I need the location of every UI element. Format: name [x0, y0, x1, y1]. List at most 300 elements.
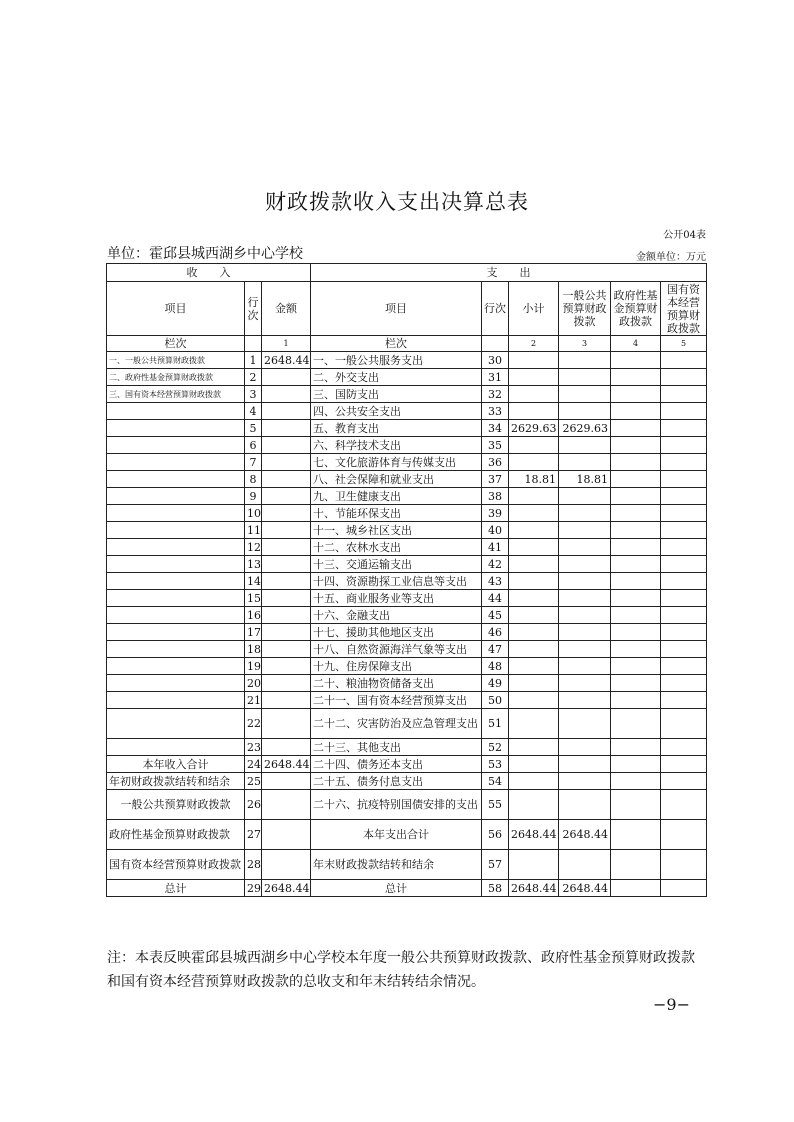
gov-fund-cell	[611, 505, 661, 522]
state-capital-cell	[661, 556, 707, 573]
expense-row-no-cell: 37	[482, 471, 509, 488]
income-amount-cell	[262, 505, 311, 522]
income-row-no-cell: 22	[245, 709, 262, 739]
table-row	[107, 820, 707, 850]
gov-fund-cell	[611, 850, 661, 880]
income-row-no-cell: 7	[245, 454, 262, 471]
income-item-cell	[107, 437, 245, 454]
col-3: 3	[559, 336, 611, 352]
expense-row-no-cell: 57	[482, 850, 509, 880]
table-row	[107, 641, 707, 658]
expense-header: 支 出	[311, 264, 707, 282]
income-item-cell	[107, 539, 245, 556]
general-budget-cell	[559, 556, 611, 573]
general-budget-cell	[559, 488, 611, 505]
income-amount-cell: 2648.44	[262, 756, 311, 773]
expense-item-cell: 十七、援助其他地区支出	[311, 624, 482, 641]
table-row	[107, 505, 707, 522]
income-item-cell: 二、政府性基金预算财政拨款	[107, 369, 245, 386]
state-capital-cell	[661, 624, 707, 641]
income-item-cell	[107, 454, 245, 471]
table-row	[107, 590, 707, 607]
subtotal-cell	[509, 488, 559, 505]
income-row-no-cell: 12	[245, 539, 262, 556]
subtotal-cell	[509, 607, 559, 624]
income-item-cell	[107, 556, 245, 573]
table-row	[107, 352, 707, 369]
table-row	[107, 522, 707, 539]
income-amount-cell	[262, 607, 311, 624]
expense-row-no-cell: 35	[482, 437, 509, 454]
expense-row-no-cell: 48	[482, 658, 509, 675]
state-capital-cell	[661, 437, 707, 454]
state-capital-cell	[661, 352, 707, 369]
state-capital-cell	[661, 880, 707, 897]
income-row-no-cell: 14	[245, 573, 262, 590]
fiscal-appropriation-table	[106, 263, 707, 897]
state-capital-cell	[661, 773, 707, 790]
general-budget-cell	[559, 352, 611, 369]
expense-item-cell: 二十五、债务付息支出	[311, 773, 482, 790]
gov-fund-cell	[611, 607, 661, 624]
income-row-no-cell: 17	[245, 624, 262, 641]
income-row-no-cell: 13	[245, 556, 262, 573]
state-capital-cell	[661, 590, 707, 607]
table-row	[107, 403, 707, 420]
gov-fund-cell	[611, 420, 661, 437]
income-amount-cell	[262, 454, 311, 471]
subtotal-cell	[509, 386, 559, 403]
expense-item-cell: 十、节能环保支出	[311, 505, 482, 522]
income-row-no-cell: 18	[245, 641, 262, 658]
table-row	[107, 675, 707, 692]
subtotal-cell	[509, 739, 559, 756]
expense-item-cell: 十二、农林水支出	[311, 539, 482, 556]
income-row-no-cell: 5	[245, 420, 262, 437]
income-amount-cell	[262, 820, 311, 850]
money-unit: 金额单位：万元	[636, 252, 706, 263]
expense-item-cell: 二十一、国有资本经营预算支出	[311, 692, 482, 709]
income-amount-cell	[262, 420, 311, 437]
col-2: 2	[509, 336, 559, 352]
expense-row-no-cell: 31	[482, 369, 509, 386]
state-capital-cell	[661, 420, 707, 437]
income-row-no-cell: 21	[245, 692, 262, 709]
state-capital-cell	[661, 790, 707, 820]
subtotal-cell: 2629.63	[509, 420, 559, 437]
income-item-cell	[107, 522, 245, 539]
income-amount-cell	[262, 739, 311, 756]
col-1: 1	[262, 336, 311, 352]
expense-row-no-cell: 47	[482, 641, 509, 658]
table-row	[107, 386, 707, 403]
subtotal-cell	[509, 437, 559, 454]
income-amount-cell: 2648.44	[262, 880, 311, 897]
expense-row-no-cell: 44	[482, 590, 509, 607]
income-item-cell	[107, 590, 245, 607]
subtotal-cell	[509, 641, 559, 658]
general-budget-cell	[559, 692, 611, 709]
income-row-no-cell: 26	[245, 790, 262, 820]
income-item-cell	[107, 505, 245, 522]
table-row	[107, 773, 707, 790]
general-budget-cell	[559, 505, 611, 522]
expense-row-no-cell: 50	[482, 692, 509, 709]
gov-fund-cell	[611, 539, 661, 556]
general-budget-cell	[559, 369, 611, 386]
expense-item-cell: 二、外交支出	[311, 369, 482, 386]
general-budget-cell	[559, 454, 611, 471]
gov-fund-cell	[611, 437, 661, 454]
expense-row-no-cell: 46	[482, 624, 509, 641]
col-4: 4	[611, 336, 661, 352]
income-row-no-cell: 20	[245, 675, 262, 692]
state-capital-cell	[661, 850, 707, 880]
income-item-cell: 年初财政拨款结转和结余	[107, 773, 245, 790]
income-row-no-cell: 9	[245, 488, 262, 505]
table-row	[107, 709, 707, 739]
gov-fund-cell	[611, 573, 661, 590]
gov-fund-cell	[611, 820, 661, 850]
subtotal-cell: 2648.44	[509, 820, 559, 850]
gov-fund-cell	[611, 386, 661, 403]
expense-col-label: 栏次	[311, 336, 482, 352]
state-capital-cell	[661, 641, 707, 658]
gov-fund-cell	[611, 641, 661, 658]
income-amount-cell	[262, 488, 311, 505]
expense-row-no-cell: 43	[482, 573, 509, 590]
subtotal-cell	[509, 454, 559, 471]
subtotal-cell	[509, 403, 559, 420]
subtotal-cell	[509, 624, 559, 641]
expense-row-no-cell: 56	[482, 820, 509, 850]
gov-fund-cell	[611, 488, 661, 505]
table-row	[107, 437, 707, 454]
income-item-cell	[107, 692, 245, 709]
income-amount-cell	[262, 790, 311, 820]
income-amount-cell	[262, 675, 311, 692]
income-row-no-cell: 3	[245, 386, 262, 403]
income-amount-cell: 2648.44	[262, 352, 311, 369]
expense-item-cell: 二十六、抗疫特别国债安排的支出	[311, 790, 482, 820]
income-item-cell: 三、国有资本经营预算财政拨款	[107, 386, 245, 403]
table-row	[107, 556, 707, 573]
gov-fund-cell	[611, 790, 661, 820]
table-row	[107, 624, 707, 641]
table-row	[107, 488, 707, 505]
income-item-cell	[107, 739, 245, 756]
general-budget-cell	[559, 850, 611, 880]
state-capital-cell	[661, 386, 707, 403]
income-amount-cell	[262, 539, 311, 556]
expense-item-cell: 十一、城乡社区支出	[311, 522, 482, 539]
table-row	[107, 573, 707, 590]
subtotal-cell	[509, 773, 559, 790]
expense-row-no-cell: 55	[482, 790, 509, 820]
expense-row-no-cell: 54	[482, 773, 509, 790]
general-budget-cell	[559, 607, 611, 624]
income-amount-cell	[262, 590, 311, 607]
expense-item-cell: 十八、自然资源海洋气象等支出	[311, 641, 482, 658]
income-row-no-cell: 23	[245, 739, 262, 756]
income-row-no-cell: 16	[245, 607, 262, 624]
income-item-cell	[107, 488, 245, 505]
subtotal-cell	[509, 505, 559, 522]
income-row-no-cell: 28	[245, 850, 262, 880]
expense-item-cell: 八、社会保障和就业支出	[311, 471, 482, 488]
gov-fund-cell	[611, 522, 661, 539]
income-amount-cell	[262, 369, 311, 386]
income-item-cell	[107, 471, 245, 488]
income-row-no-cell: 29	[245, 880, 262, 897]
income-row-no-cell: 6	[245, 437, 262, 454]
gov-fund-cell	[611, 773, 661, 790]
subtotal-cell	[509, 756, 559, 773]
income-row-no-cell: 27	[245, 820, 262, 850]
table-row	[107, 692, 707, 709]
gov-fund-cell	[611, 692, 661, 709]
income-item-cell	[107, 607, 245, 624]
expense-item-cell: 本年支出合计	[311, 820, 482, 850]
gov-fund-cell	[611, 880, 661, 897]
gov-fund-cell	[611, 352, 661, 369]
income-amount-cell	[262, 624, 311, 641]
gov-fund-header: 政府性基金预算财政拨款	[611, 282, 661, 336]
empty-cell	[245, 336, 262, 352]
general-budget-cell	[559, 539, 611, 556]
gov-fund-cell	[611, 590, 661, 607]
expense-row-no-cell: 41	[482, 539, 509, 556]
subtotal-cell	[509, 850, 559, 880]
general-budget-cell	[559, 658, 611, 675]
table-note: 注：本表反映霍邱县城西湖乡中心学校本年度一般公共预算财政拨款、政府性基金预算财政拨款和国有资本经营预算财政拨款的总收支和年末结转结余情况。	[107, 950, 695, 990]
state-capital-cell	[661, 505, 707, 522]
income-amount-header: 金额	[262, 282, 311, 336]
general-budget-cell	[559, 675, 611, 692]
state-capital-cell	[661, 539, 707, 556]
gov-fund-cell	[611, 624, 661, 641]
state-capital-cell	[661, 403, 707, 420]
table-row	[107, 880, 707, 897]
table-row	[107, 454, 707, 471]
income-row-no-cell: 4	[245, 403, 262, 420]
income-row-no-cell: 1	[245, 352, 262, 369]
subtotal-cell	[509, 692, 559, 709]
unit-name: 单位：霍邱县城西湖乡中心学校	[107, 246, 303, 262]
general-budget-cell: 2648.44	[559, 880, 611, 897]
state-capital-cell	[661, 471, 707, 488]
table-row	[107, 850, 707, 880]
state-capital-cell	[661, 522, 707, 539]
income-amount-cell	[262, 692, 311, 709]
table-row	[107, 739, 707, 756]
income-col-label: 栏次	[107, 336, 245, 352]
expense-row-no-cell: 32	[482, 386, 509, 403]
income-item-cell	[107, 675, 245, 692]
expense-item-cell: 年末财政拨款结转和结余	[311, 850, 482, 880]
expense-item-cell: 七、文化旅游体育与传媒支出	[311, 454, 482, 471]
income-row-no-cell: 15	[245, 590, 262, 607]
table-row	[107, 471, 707, 488]
gov-fund-cell	[611, 709, 661, 739]
table-row	[107, 369, 707, 386]
income-amount-cell	[262, 437, 311, 454]
general-budget-cell	[559, 590, 611, 607]
expense-row-no-cell: 53	[482, 756, 509, 773]
gov-fund-cell	[611, 756, 661, 773]
col-5: 5	[661, 336, 707, 352]
expense-item-cell: 二十、粮油物资储备支出	[311, 675, 482, 692]
expense-row-no-cell: 52	[482, 739, 509, 756]
income-row-no-cell: 10	[245, 505, 262, 522]
subtotal-cell	[509, 590, 559, 607]
income-amount-cell	[262, 471, 311, 488]
income-row-no-cell: 11	[245, 522, 262, 539]
income-item-cell	[107, 658, 245, 675]
gov-fund-cell	[611, 675, 661, 692]
table-row	[107, 539, 707, 556]
expense-row-no-cell: 30	[482, 352, 509, 369]
state-capital-cell	[661, 454, 707, 471]
general-budget-cell	[559, 624, 611, 641]
general-budget-cell	[559, 573, 611, 590]
table-row	[107, 756, 707, 773]
state-capital-cell	[661, 488, 707, 505]
subtotal-cell	[509, 522, 559, 539]
income-row-no-header: 行次	[245, 282, 262, 336]
state-capital-cell	[661, 692, 707, 709]
page-number: −9−	[653, 995, 690, 1014]
gov-fund-cell	[611, 739, 661, 756]
state-capital-header: 国有资本经营预算财政拨款	[661, 282, 707, 336]
income-amount-cell	[262, 386, 311, 403]
income-item-cell	[107, 624, 245, 641]
general-budget-cell	[559, 641, 611, 658]
income-amount-cell	[262, 773, 311, 790]
expense-row-no-cell: 33	[482, 403, 509, 420]
expense-item-cell: 二十四、债务还本支出	[311, 756, 482, 773]
page-title: 财政拨款收入支出决算总表	[265, 190, 529, 214]
income-row-no-cell: 24	[245, 756, 262, 773]
expense-row-no-cell: 58	[482, 880, 509, 897]
income-header: 收 入	[107, 264, 311, 282]
income-item-cell	[107, 403, 245, 420]
income-item-cell	[107, 420, 245, 437]
general-budget-cell: 18.81	[559, 471, 611, 488]
income-amount-cell	[262, 522, 311, 539]
income-item-cell: 本年收入合计	[107, 756, 245, 773]
income-amount-cell	[262, 641, 311, 658]
income-amount-cell	[262, 403, 311, 420]
income-amount-cell	[262, 850, 311, 880]
subtotal-cell: 18.81	[509, 471, 559, 488]
income-amount-cell	[262, 709, 311, 739]
general-budget-cell	[559, 386, 611, 403]
income-item-cell: 一、一般公共预算财政拨款	[107, 352, 245, 369]
gov-fund-cell	[611, 556, 661, 573]
expense-row-no-header: 行次	[482, 282, 509, 336]
income-item-cell	[107, 709, 245, 739]
income-item-header: 项目	[107, 282, 245, 336]
subtotal-cell	[509, 369, 559, 386]
state-capital-cell	[661, 820, 707, 850]
general-budget-cell	[559, 709, 611, 739]
expense-item-cell: 四、公共安全支出	[311, 403, 482, 420]
state-capital-cell	[661, 607, 707, 624]
general-budget-cell	[559, 403, 611, 420]
subtotal-cell	[509, 352, 559, 369]
expense-item-header: 项目	[311, 282, 482, 336]
general-budget-header: 一般公共预算财政拨款	[559, 282, 611, 336]
general-budget-cell	[559, 773, 611, 790]
expense-row-no-cell: 39	[482, 505, 509, 522]
expense-item-cell: 三、国防支出	[311, 386, 482, 403]
income-row-no-cell: 8	[245, 471, 262, 488]
expense-row-no-cell: 49	[482, 675, 509, 692]
empty-cell	[482, 336, 509, 352]
subtotal-cell	[509, 658, 559, 675]
subtotal-cell	[509, 790, 559, 820]
gov-fund-cell	[611, 658, 661, 675]
income-item-cell: 国有资本经营预算财政拨款	[107, 850, 245, 880]
income-item-cell: 政府性基金预算财政拨款	[107, 820, 245, 850]
state-capital-cell	[661, 709, 707, 739]
expense-item-cell: 十三、交通运输支出	[311, 556, 482, 573]
expense-item-cell: 五、教育支出	[311, 420, 482, 437]
gov-fund-cell	[611, 369, 661, 386]
expense-item-cell: 二十三、其他支出	[311, 739, 482, 756]
expense-item-cell: 十九、住房保障支出	[311, 658, 482, 675]
table-row	[107, 420, 707, 437]
general-budget-cell	[559, 756, 611, 773]
expense-row-no-cell: 40	[482, 522, 509, 539]
subtotal-cell	[509, 556, 559, 573]
expense-item-cell: 六、科学技术支出	[311, 437, 482, 454]
expense-row-no-cell: 51	[482, 709, 509, 739]
form-number: 公开04表	[663, 230, 706, 241]
gov-fund-cell	[611, 471, 661, 488]
gov-fund-cell	[611, 403, 661, 420]
general-budget-cell	[559, 437, 611, 454]
subtotal-cell	[509, 709, 559, 739]
expense-row-no-cell: 42	[482, 556, 509, 573]
expense-item-cell: 总计	[311, 880, 482, 897]
income-row-no-cell: 2	[245, 369, 262, 386]
general-budget-cell: 2629.63	[559, 420, 611, 437]
income-item-cell: 总计	[107, 880, 245, 897]
subtotal-cell	[509, 675, 559, 692]
expense-item-cell: 十四、资源勘探工业信息等支出	[311, 573, 482, 590]
subtotal-cell	[509, 539, 559, 556]
state-capital-cell	[661, 756, 707, 773]
expense-item-cell: 十六、金融支出	[311, 607, 482, 624]
expense-row-no-cell: 45	[482, 607, 509, 624]
state-capital-cell	[661, 658, 707, 675]
income-amount-cell	[262, 658, 311, 675]
subtotal-cell: 2648.44	[509, 880, 559, 897]
state-capital-cell	[661, 675, 707, 692]
income-item-cell: 一般公共预算财政拨款	[107, 790, 245, 820]
expense-row-no-cell: 34	[482, 420, 509, 437]
income-row-no-cell: 25	[245, 773, 262, 790]
expense-item-cell: 二十二、灾害防治及应急管理支出	[311, 709, 482, 739]
state-capital-cell	[661, 739, 707, 756]
expense-row-no-cell: 38	[482, 488, 509, 505]
general-budget-cell	[559, 522, 611, 539]
income-item-cell	[107, 641, 245, 658]
expense-item-cell: 十五、商业服务业等支出	[311, 590, 482, 607]
state-capital-cell	[661, 573, 707, 590]
